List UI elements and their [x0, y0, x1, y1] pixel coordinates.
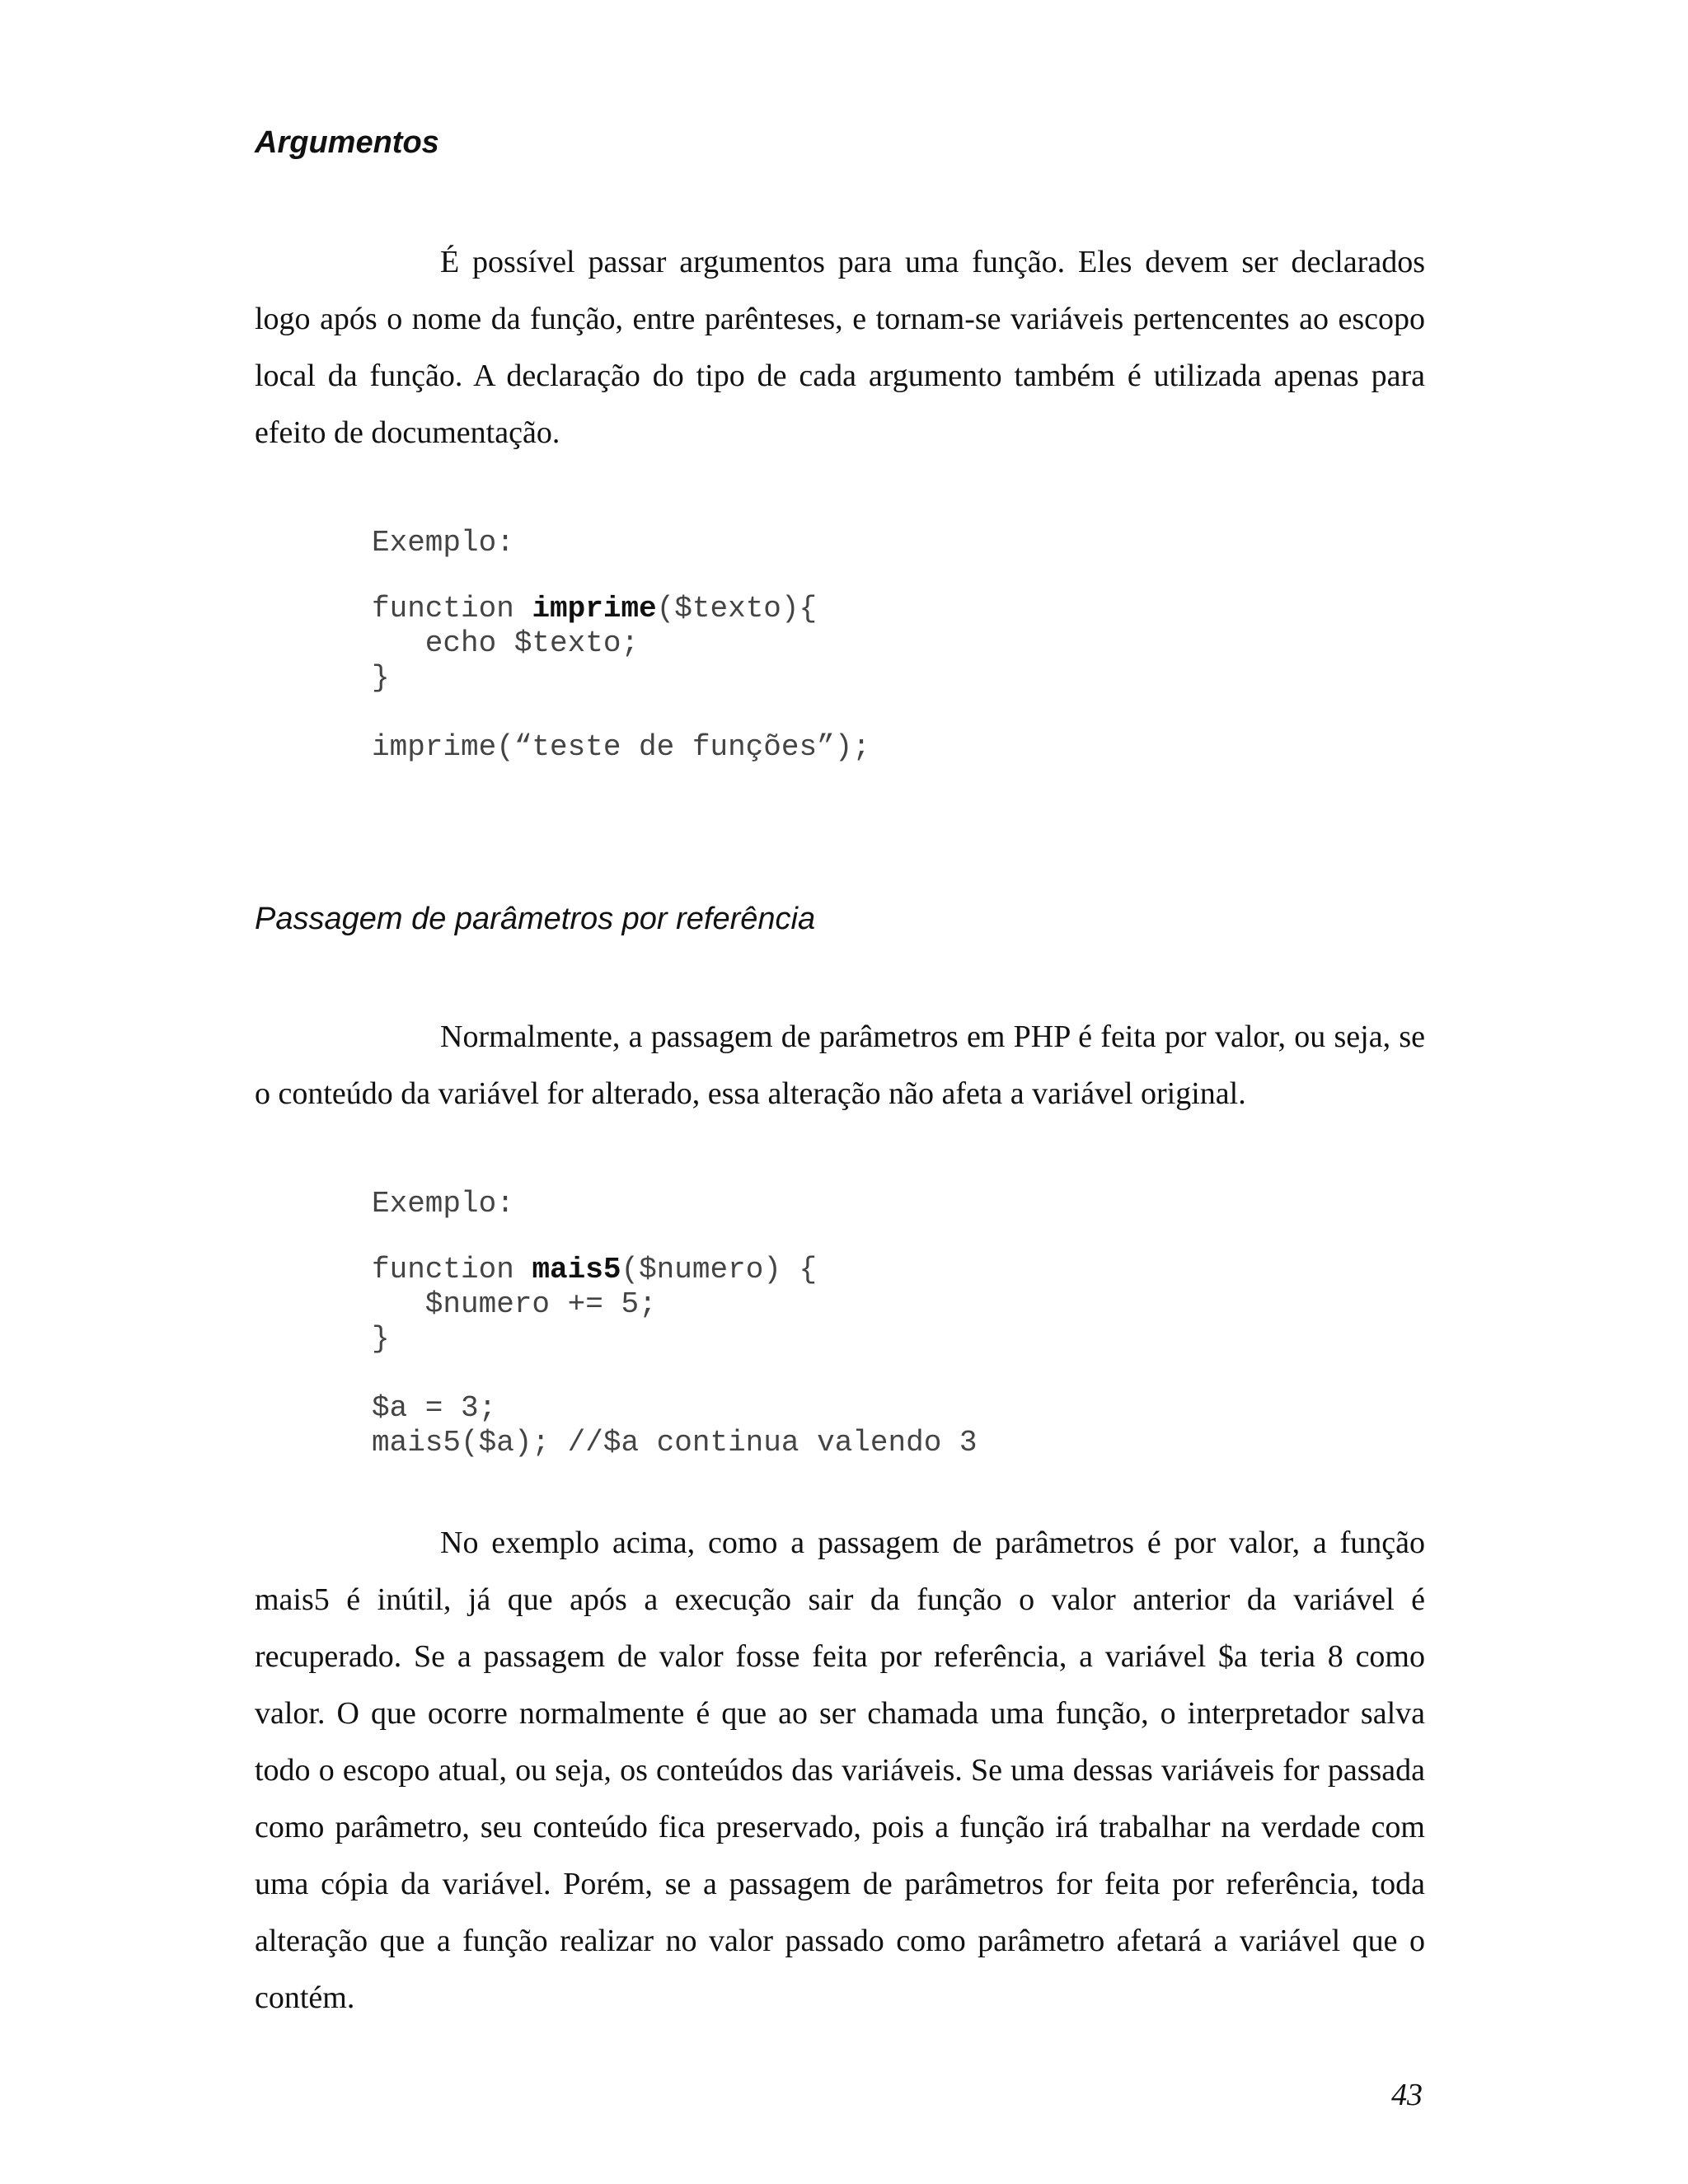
section-heading-argumentos: Argumentos	[255, 125, 439, 160]
code-line: $a = 3;	[372, 1391, 497, 1425]
code-function-name: mais5	[532, 1253, 621, 1286]
code-line: }	[372, 661, 390, 695]
code-example-label: Exemplo:	[372, 1187, 514, 1221]
code-text: function	[372, 1253, 532, 1286]
code-text: ($numero) {	[621, 1253, 818, 1286]
code-line: $numero += 5;	[372, 1287, 657, 1321]
page-number: 43	[1391, 2078, 1423, 2112]
code-line	[372, 1253, 817, 1287]
code-line: imprime(“teste de funções”);	[372, 730, 870, 764]
code-text: ($texto){	[656, 592, 818, 626]
code-example-label: Exemplo:	[372, 526, 514, 560]
paragraph-argumentos: É possível passar argumentos para uma função. Eles devem ser declarados logo após o nome da função, entre parênteses, e tornam-se variáveis pertencentes ao escopo local da função. A declaração do tipo de cada argumento também é utilizada apenas para efeito de documentação.	[255, 245, 1425, 450]
paragraph-passagem-valor: Normalmente, a passagem de parâmetros em PHP é feita por valor, ou seja, se o conteúdo da variável for alterado, essa alteração não afeta a variável original.	[255, 1019, 1425, 1111]
code-text: function	[372, 592, 532, 626]
paragraph-explicacao: No exemplo acima, como a passagem de parâmetros é por valor, a função mais5 é inútil, já que após a execução sair da função o valor anterior da variável é recuperado. Se a passagem de valor fosse feita por referência, a variável $a teria 8 como valor. O que ocorre normalmente é que ao ser chamada uma função, o interpretador salva todo o escopo atual, ou seja, os conteúdos das variáveis. Se uma dessas variáveis for passada como parâmetro, seu conteúdo fica preservado, pois a função irá trabalhar na verdade com uma cópia da variável. Porém, se a passagem de parâmetros for feita por referência, toda alteração que a função realizar no valor passado como parâmetro afetará a variável que o contém.	[255, 1526, 1425, 2015]
code-function-name: imprime	[532, 592, 657, 626]
code-line: }	[372, 1322, 390, 1356]
code-line: mais5($a); //$a continua valendo 3	[372, 1426, 978, 1460]
code-line: echo $texto;	[372, 626, 640, 660]
section-heading-passagem-referencia: Passagem de parâmetros por referência	[255, 902, 816, 936]
code-line	[372, 592, 817, 626]
